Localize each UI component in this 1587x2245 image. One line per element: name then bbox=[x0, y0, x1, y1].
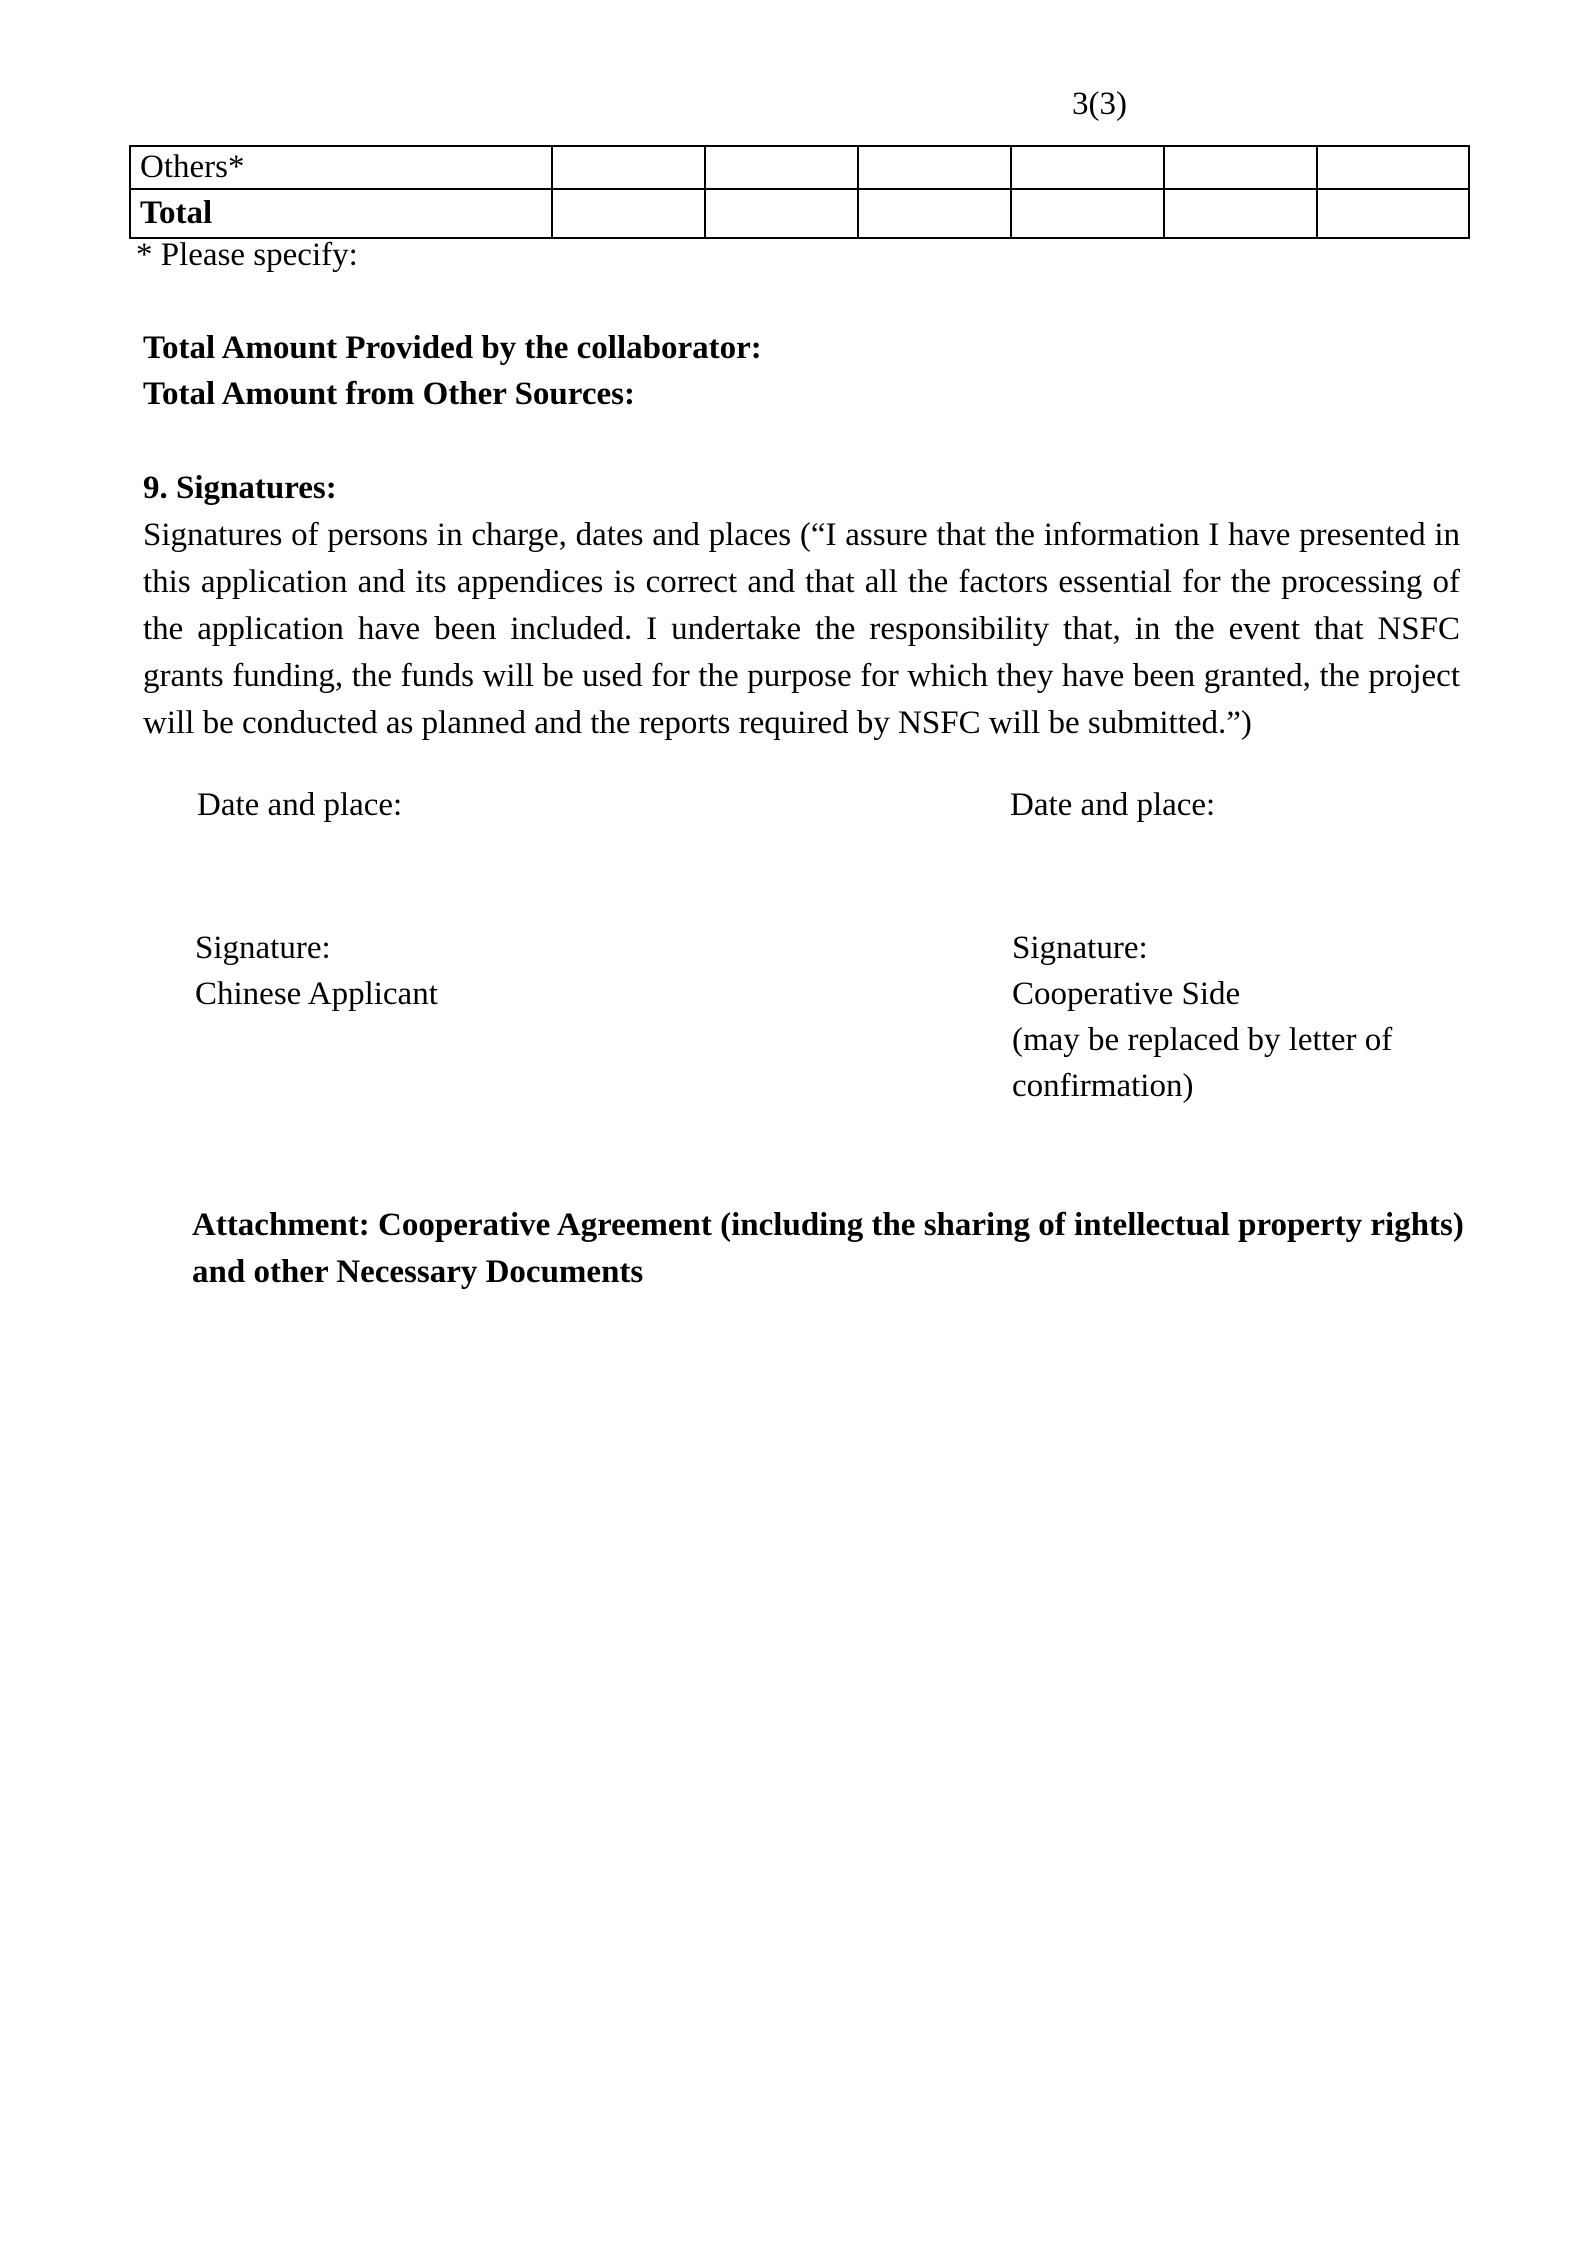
row-label-others: Others* bbox=[130, 146, 552, 189]
row-label-total: Total bbox=[130, 189, 552, 238]
signatures-declaration: Signatures of persons in charge, dates and places (“I assure that the information I have presented in this application and its appendices is correct and that all the factors essential for the processing of the application have been included. I undertake the responsibility that, in the event that NSFC grants funding, the funds will be used for the purpose for which they have been granted, the project will be conducted as planned and the reports required by NSFC will be submitted.”) bbox=[143, 517, 1460, 741]
table-cell-empty[interactable] bbox=[552, 189, 705, 238]
table-cell-empty[interactable] bbox=[858, 146, 1011, 189]
page-number: 3(3) bbox=[1072, 86, 1127, 122]
table-cell-empty[interactable] bbox=[1317, 189, 1469, 238]
signature-label-left: Signature: bbox=[195, 930, 331, 966]
date-place-label-left: Date and place: bbox=[197, 787, 403, 823]
budget-table bbox=[129, 145, 1470, 239]
table-cell-empty[interactable] bbox=[858, 189, 1011, 238]
signatory-role-right: Cooperative Side bbox=[1012, 976, 1241, 1012]
table-cell-empty[interactable] bbox=[1164, 189, 1317, 238]
attachment-note: Attachment: Cooperative Agreement (including the sharing of intellectual property rights) and other Necessary Documents bbox=[192, 1207, 1464, 1290]
table-footnote: * Please specify: bbox=[136, 237, 358, 273]
signature-block-cooperative-side bbox=[1012, 925, 1412, 1109]
table-cell-empty[interactable] bbox=[1317, 146, 1469, 189]
date-place-label-right: Date and place: bbox=[1010, 787, 1216, 823]
table-cell-empty[interactable] bbox=[705, 146, 858, 189]
signature-block-chinese-applicant bbox=[195, 925, 438, 1017]
signatory-role-left: Chinese Applicant bbox=[195, 976, 438, 1012]
table-cell-empty[interactable] bbox=[1011, 189, 1164, 238]
table-cell-empty[interactable] bbox=[1011, 146, 1164, 189]
signature-note-line: (may be replaced by letter of bbox=[1012, 1022, 1393, 1058]
table-cell-empty[interactable] bbox=[552, 146, 705, 189]
signatures-heading: 9. Signatures: bbox=[143, 470, 337, 506]
total-amount-collaborator: Total Amount Provided by the collaborator: bbox=[143, 330, 762, 366]
table-cell-empty[interactable] bbox=[705, 189, 858, 238]
totals-block bbox=[143, 325, 762, 417]
signature-label-right: Signature: bbox=[1012, 930, 1148, 966]
table-row-others bbox=[130, 146, 1469, 189]
table-cell-empty[interactable] bbox=[1164, 146, 1317, 189]
total-amount-other-sources: Total Amount from Other Sources: bbox=[143, 376, 635, 412]
signature-note-line: confirmation) bbox=[1012, 1068, 1194, 1104]
table-row-total bbox=[130, 189, 1469, 238]
